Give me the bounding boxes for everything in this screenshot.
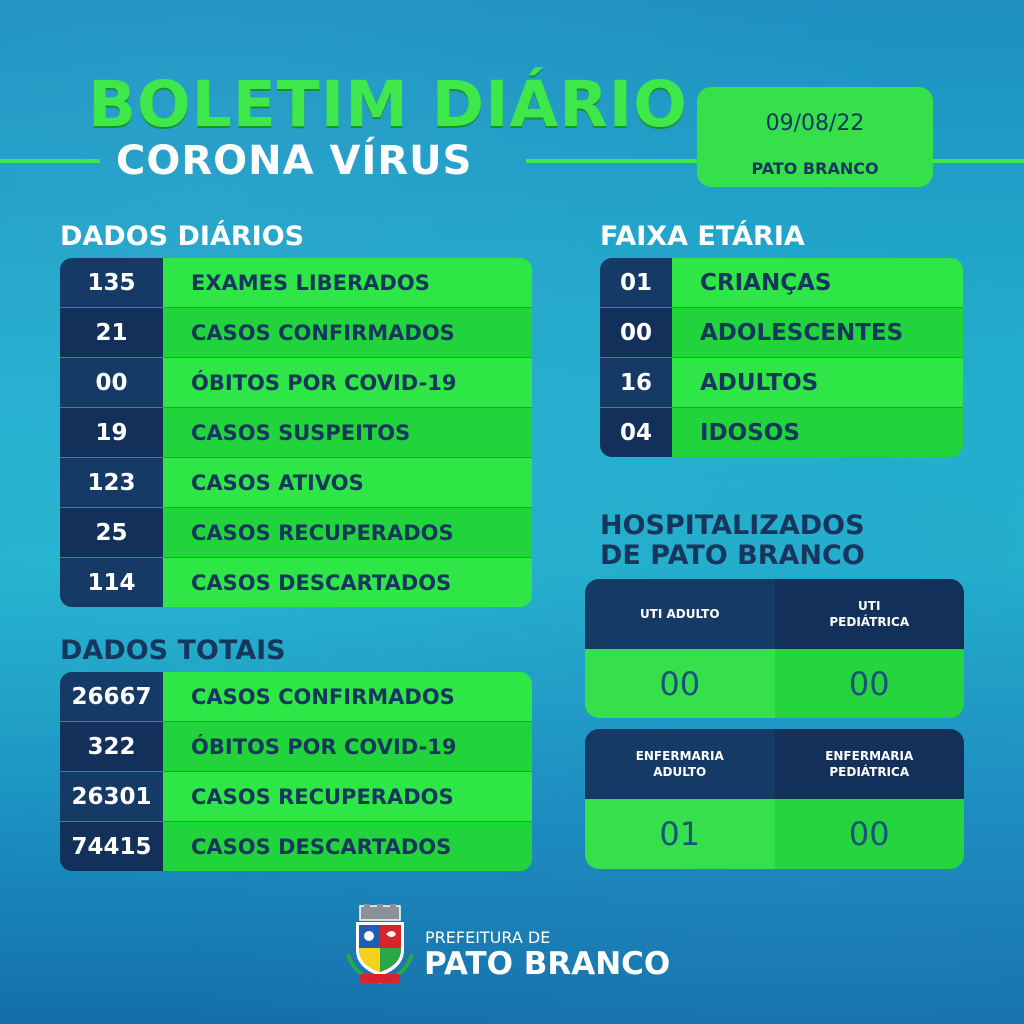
bulletin-title: BOLETIM DIÁRIO bbox=[88, 68, 688, 141]
ward-ped-label-line1: ENFERMARIA bbox=[825, 749, 914, 763]
totals-table bbox=[60, 672, 532, 871]
row-label: CRIANÇAS bbox=[672, 258, 963, 307]
row-label: CASOS CONFIRMADOS bbox=[163, 672, 532, 721]
row-label: ÓBITOS POR COVID-19 bbox=[163, 722, 532, 771]
uti-ped-value: 00 bbox=[775, 649, 965, 718]
row-label: ADULTOS bbox=[672, 358, 963, 407]
table-row bbox=[60, 772, 532, 822]
coat-of-arms-icon bbox=[346, 904, 414, 984]
row-value: 00 bbox=[600, 308, 672, 357]
row-value: 21 bbox=[60, 308, 163, 357]
table-row bbox=[600, 308, 963, 358]
date-box bbox=[697, 87, 933, 187]
bulletin-date: 09/08/22 bbox=[765, 111, 865, 136]
row-value: 04 bbox=[600, 408, 672, 457]
ward-ped-value: 00 bbox=[775, 799, 965, 869]
ward-adult-label-line2: ADULTO bbox=[653, 765, 707, 779]
uti-ped-header bbox=[775, 579, 965, 649]
row-label: IDOSOS bbox=[672, 408, 963, 457]
row-label: ÓBITOS POR COVID-19 bbox=[163, 358, 532, 407]
row-value: 74415 bbox=[60, 822, 163, 871]
title-divider-right bbox=[933, 159, 1024, 163]
row-value: 00 bbox=[60, 358, 163, 407]
ward-ped-label-line2: PEDIÁTRICA bbox=[829, 765, 910, 779]
table-row bbox=[600, 408, 963, 457]
table-row bbox=[60, 672, 532, 722]
age-heading: FAIXA ETÁRIA bbox=[600, 221, 805, 252]
row-value: 322 bbox=[60, 722, 163, 771]
daily-heading: DADOS DIÁRIOS bbox=[60, 221, 305, 252]
hospital-heading-line2: DE PATO BRANCO bbox=[600, 540, 865, 571]
title-divider-middle bbox=[526, 159, 698, 163]
ward-adult-label-line1: ENFERMARIA bbox=[635, 749, 724, 763]
table-row bbox=[60, 458, 532, 508]
bulletin-city: PATO BRANCO bbox=[751, 159, 879, 178]
ward-ped-header bbox=[775, 729, 965, 799]
row-value: 26301 bbox=[60, 772, 163, 821]
row-value: 114 bbox=[60, 558, 163, 607]
row-value: 16 bbox=[600, 358, 672, 407]
row-value: 26667 bbox=[60, 672, 163, 721]
row-label: CASOS DESCARTADOS bbox=[163, 558, 532, 607]
table-row bbox=[60, 558, 532, 607]
row-label: CASOS SUSPEITOS bbox=[163, 408, 532, 457]
ward-panel bbox=[585, 729, 964, 869]
table-row bbox=[60, 258, 532, 308]
row-label: ADOLESCENTES bbox=[672, 308, 963, 357]
row-label: CASOS RECUPERADOS bbox=[163, 508, 532, 557]
row-label: CASOS CONFIRMADOS bbox=[163, 308, 532, 357]
table-row bbox=[60, 822, 532, 871]
title-divider-left bbox=[0, 159, 100, 163]
row-label: EXAMES LIBERADOS bbox=[163, 258, 532, 307]
totals-heading: DADOS TOTAIS bbox=[60, 635, 286, 666]
uti-adult-label: UTI ADULTO bbox=[639, 607, 720, 621]
table-row bbox=[60, 308, 532, 358]
age-table bbox=[600, 258, 963, 457]
row-value: 123 bbox=[60, 458, 163, 507]
ward-adult-value: 01 bbox=[585, 799, 775, 869]
row-label: CASOS DESCARTADOS bbox=[163, 822, 532, 871]
row-label: CASOS ATIVOS bbox=[163, 458, 532, 507]
footer-line2: PATO BRANCO bbox=[424, 946, 671, 982]
row-value: 25 bbox=[60, 508, 163, 557]
row-value: 19 bbox=[60, 408, 163, 457]
hospital-heading-line1: HOSPITALIZADOS bbox=[600, 510, 865, 541]
footer-line1: PREFEITURA DE bbox=[425, 928, 551, 947]
table-row bbox=[600, 358, 963, 408]
ward-adult-header bbox=[585, 729, 775, 799]
uti-adult-value: 00 bbox=[585, 649, 775, 718]
uti-adult-header bbox=[585, 579, 775, 649]
daily-table bbox=[60, 258, 532, 607]
row-value: 01 bbox=[600, 258, 672, 307]
bulletin-subtitle: CORONA VÍRUS bbox=[116, 138, 473, 184]
uti-ped-label-line2: PEDIÁTRICA bbox=[829, 615, 910, 629]
uti-panel bbox=[585, 579, 964, 718]
table-row bbox=[60, 408, 532, 458]
uti-ped-label-line1: UTI bbox=[858, 599, 881, 613]
table-row bbox=[60, 508, 532, 558]
table-row bbox=[600, 258, 963, 308]
table-row bbox=[60, 722, 532, 772]
row-value: 135 bbox=[60, 258, 163, 307]
row-label: CASOS RECUPERADOS bbox=[163, 772, 532, 821]
table-row bbox=[60, 358, 532, 408]
